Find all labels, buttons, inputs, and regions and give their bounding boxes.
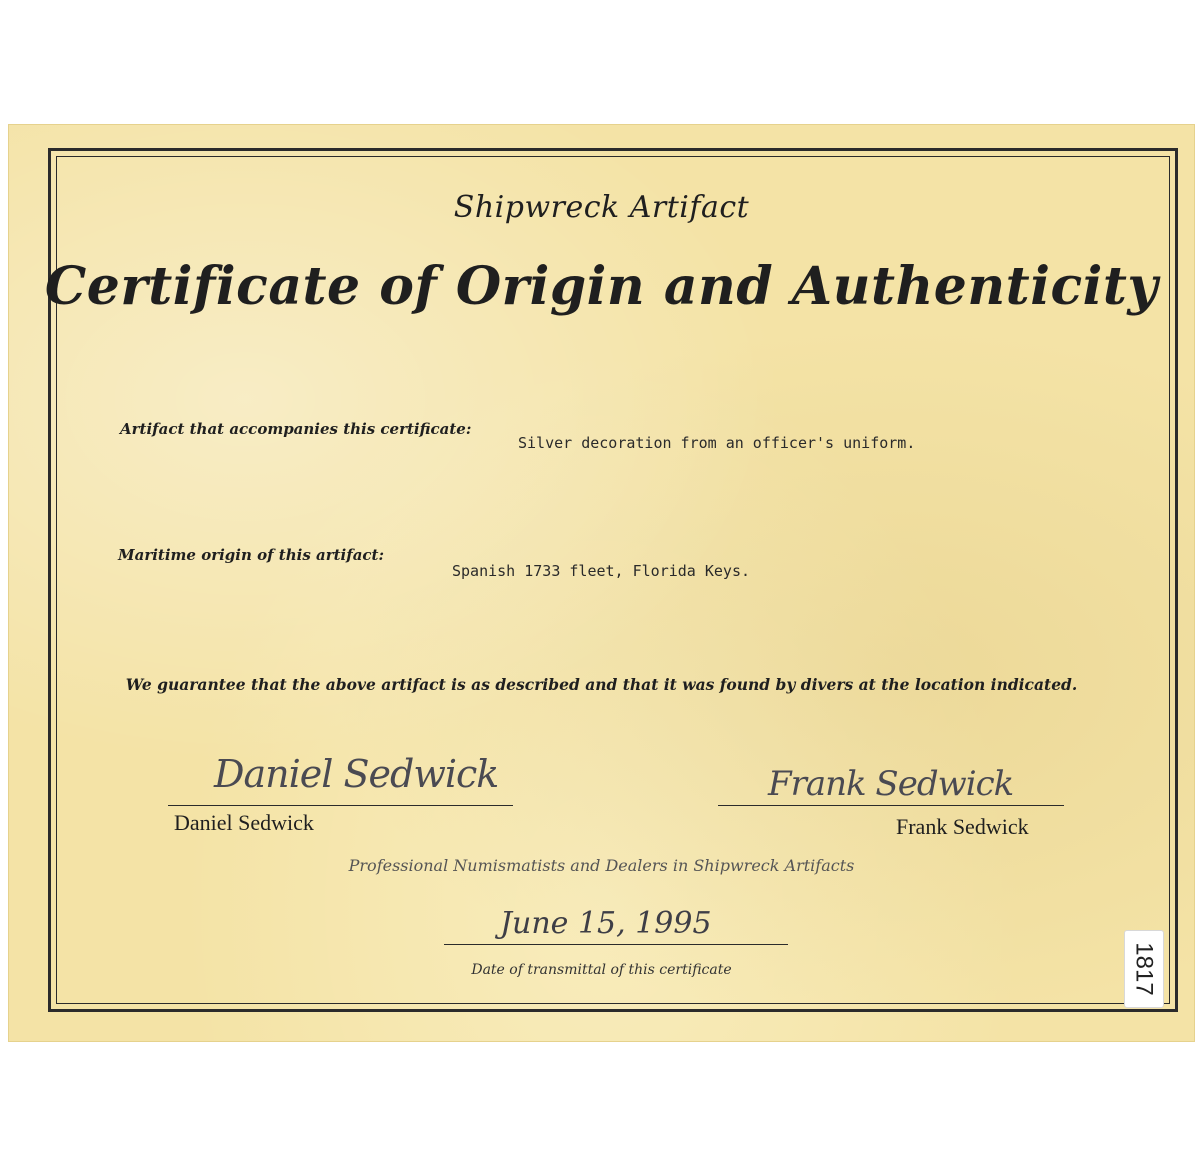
signature-line-left: [168, 805, 513, 806]
signature-right: Frank Sedwick: [768, 764, 1014, 804]
artifact-value: Silver decoration from an officer's uniform.: [518, 434, 916, 452]
origin-label: Maritime origin of this artifact:: [118, 546, 385, 564]
origin-value: Spanish 1733 fleet, Florida Keys.: [452, 562, 751, 580]
date-line: [444, 944, 788, 945]
date-handwritten: June 15, 1995: [500, 906, 712, 941]
signer-right-name: Frank Sedwick: [896, 814, 1029, 839]
certificate-subtitle: Shipwreck Artifact: [453, 190, 750, 225]
signature-left: Daniel Sedwick: [214, 752, 499, 796]
certificate-title: Certificate of Origin and Authenticity: [44, 256, 1159, 317]
signer-left-name: Daniel Sedwick: [174, 810, 314, 835]
artifact-label: Artifact that accompanies this certificate:: [120, 420, 472, 438]
guarantee-statement: We guarantee that the above artifact is as described and that it was found by divers at the location indicated.: [125, 675, 1078, 694]
signature-line-right: [718, 805, 1064, 806]
dealer-tagline: Professional Numismatists and Dealers in Shipwreck Artifacts: [348, 856, 855, 875]
date-caption: Date of transmittal of this certificate: [471, 962, 732, 978]
inventory-sticker: [1124, 930, 1164, 1008]
certificate-paper: [8, 124, 1195, 1042]
sticker-number: 1817: [1131, 942, 1159, 996]
